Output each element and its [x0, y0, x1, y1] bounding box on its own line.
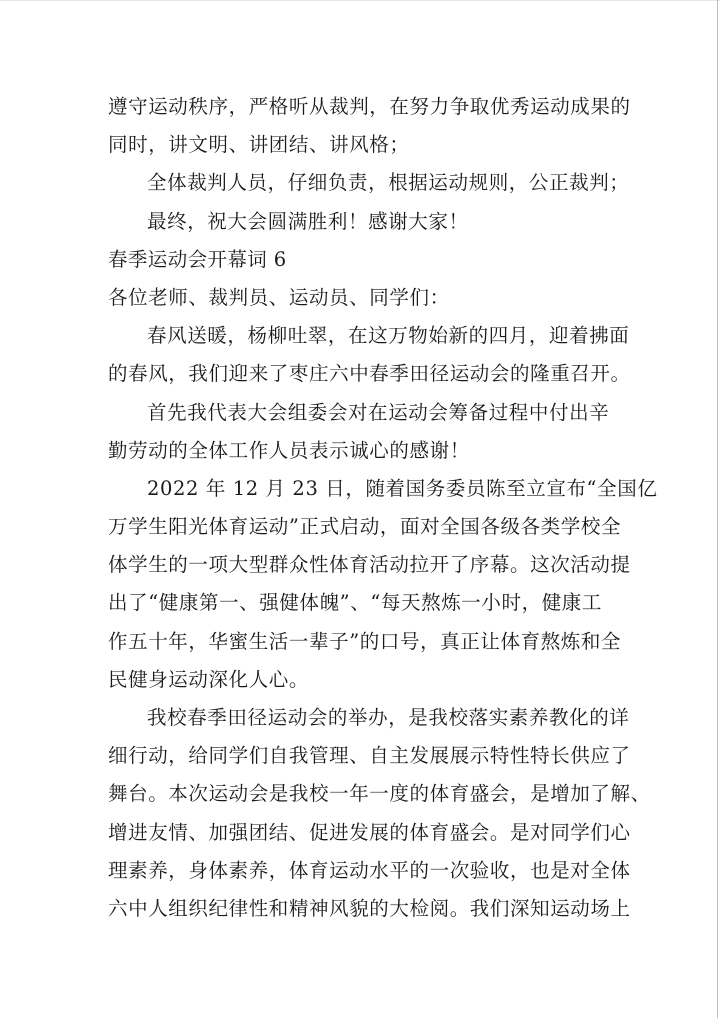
text-line-1: 遵守运动秩序，严格听从裁判，在努力争取优秀运动成果的	[108, 95, 631, 118]
page-right-edge	[717, 0, 718, 1018]
text-line-12: 万学生阳光体育运动”正式启动，面对全国各级各类学校全	[108, 515, 622, 539]
text-line-17: 我校春季田径运动会的举办，是我校落实素养教化的详	[147, 706, 630, 729]
text-line-16: 民健身运动深化人心。	[108, 667, 310, 691]
text-line-9: 首先我代表大会组委会对在运动会筹备过程中付出辛	[147, 400, 610, 424]
text-line-19: 舞台。本次运动会是我校一年一度的体育盛会，是增加了解、	[108, 782, 651, 806]
page-top-edge	[0, 0, 720, 1]
section-heading: 春季运动会开幕词 6	[108, 247, 287, 271]
text-line-8: 的春风，我们迎来了枣庄六中春季田径运动会的隆重召开。	[108, 362, 631, 386]
text-line-2: 同时，讲文明、讲团结、讲风格；	[108, 133, 410, 157]
text-line-15: 作五十年，华蜜生活一辈子”的口号，真正让体育熬炼和全	[108, 629, 622, 653]
text-line-7: 春风送暖，杨柳吐翠，在这万物始新的四月，迎着拂面	[147, 324, 630, 348]
text-line-4: 最终，祝大会圆满胜利！感谢大家！	[147, 209, 469, 233]
text-line-13: 体学生的一项大型群众性体育活动拉开了序幕。这次活动提	[108, 553, 631, 577]
text-line-10: 勤劳动的全体工作人员表示诚心的感谢！	[108, 438, 470, 462]
text-line-14: 出了“健康第一、强健体魄”、“每天熬炼一小时，健康工	[108, 591, 603, 615]
text-line-18: 细行动，给同学们自我管理、自主发展展示特性特长供应了	[108, 744, 631, 768]
text-line-11: 2022 年 12 月 23 日，随着国务委员陈至立宣布“全国亿	[147, 476, 658, 500]
text-line-22: 六中人组织纪律性和精神风貌的大检阅。我们深知运动场上	[108, 896, 631, 920]
salutation-line: 各位老师、裁判员、运动员、同学们：	[108, 285, 450, 309]
text-line-21: 理素养，身体素养，体育运动水平的一次验收，也是对全体	[108, 858, 631, 882]
text-line-20: 增进友情、加强团结、促进发展的体育盛会。是对同学们心	[108, 820, 631, 844]
document-body	[108, 88, 658, 928]
text-line-3: 全体裁判人员，仔细负责，根据运动规则，公正裁判；	[147, 171, 630, 195]
